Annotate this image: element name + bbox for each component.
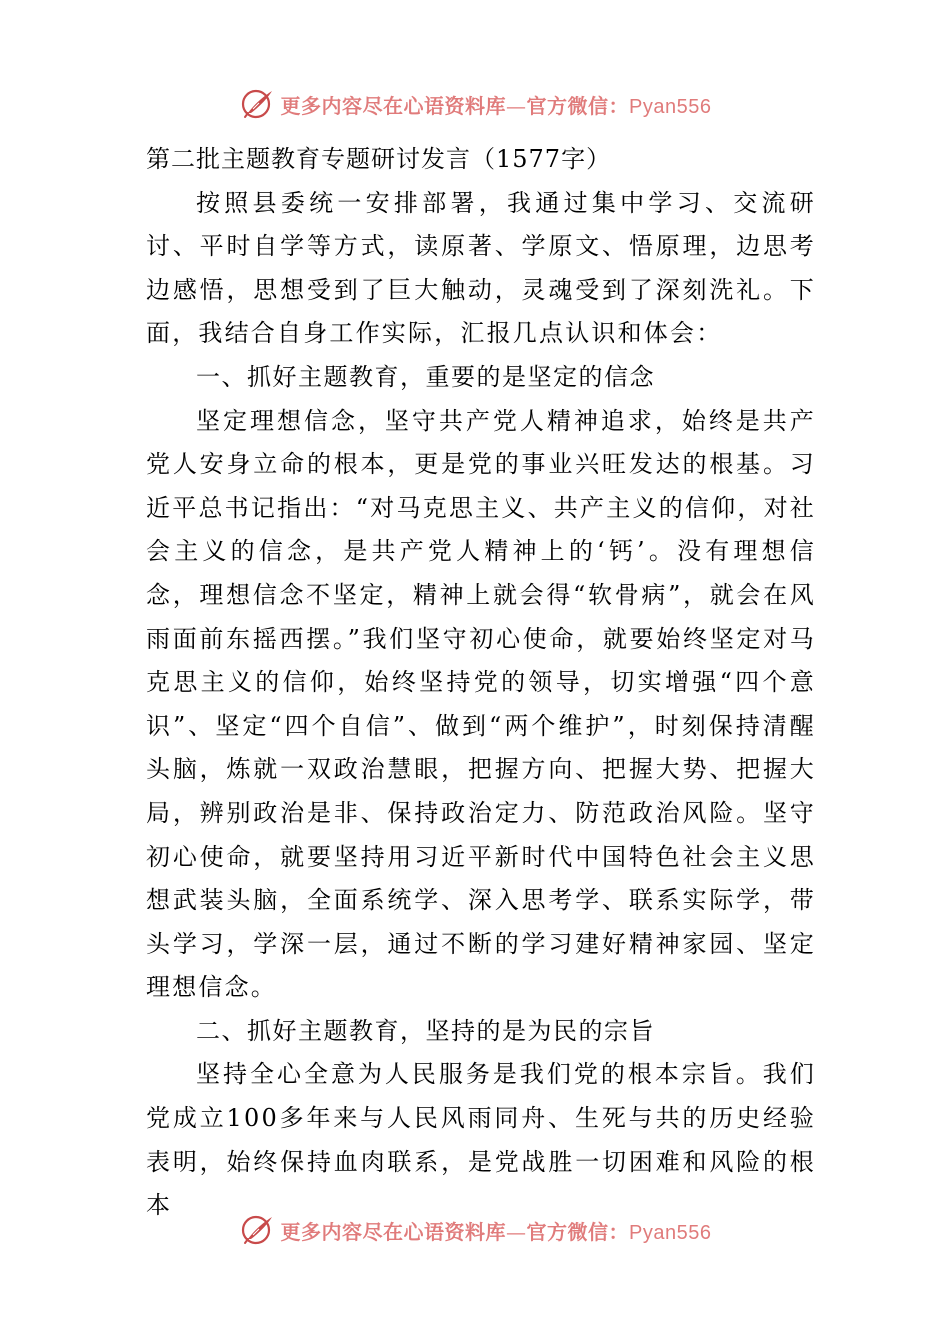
document-body [146,138,816,1228]
watermark-main: 更多内容尽在心语资料库 [280,1219,507,1244]
document-title: 第二批主题教育专题研讨发言（1577字） [146,145,612,173]
watermark-wechat-label: 官方微信： [526,93,630,118]
watermark-wechat-id: Pyan556 [629,95,712,118]
feather-pen-logo-icon [239,86,275,122]
watermark-banner-inner [239,86,712,122]
watermark-banner-top [0,84,950,124]
section-heading-1: 一、抓好主题教育，重要的是坚定的信念 [196,362,655,391]
section-1-paragraph: 坚定理想信念，坚守共产党人精神追求，始终是共产党人安身立命的根本，更是党的事业兴旺发达的根基。习近平总书记指出：“对马克思主义、共产主义的信仰，对社会主义的信念，是共产党人精神上的‘钙’。没有理想信念，理想信念不坚定，精神上就会得“软骨病”，就会在风雨面前东摇西摆。”我们坚守初心使命，就要始终坚定对马克思主义的信仰，始终坚持党的领导，切实增强“四个意识”、坚定“四个自信”、做到“两个维护”，时刻保持清醒头脑，炼就一双政治慧眼，把握方向、把握大势、把握大局，辨别政治是非、保持政治定力、防范政治风险。坚守初心使命，就要坚持用习近平新时代中国特色社会主义思想武装头脑，全面系统学、深入思考学、联系实际学，带头学习，学深一层，通过不断的学习建好精神家园、坚定理想信念。 [146,406,816,1002]
watermark-banner-inner [239,1212,712,1248]
watermark-main: 更多内容尽在心语资料库 [280,93,507,118]
watermark-text [281,1216,712,1245]
feather-pen-logo-icon [239,1212,275,1248]
section-heading-2: 二、抓好主题教育，坚持的是为民的宗旨 [196,1016,655,1045]
watermark-text [281,90,712,119]
watermark-separator: — [506,93,527,118]
section-2-paragraph: 坚持全心全意为人民服务是我们党的根本宗旨。我们党成立100多年来与人民风雨同舟、生死与共的历史经验表明，始终保持血肉联系，是党战胜一切困难和风险的根本 [146,1060,816,1220]
watermark-banner-bottom [0,1210,950,1250]
watermark-wechat-id: Pyan556 [629,1221,712,1244]
watermark-separator: — [506,1219,527,1244]
watermark-wechat-label: 官方微信： [526,1219,630,1244]
intro-paragraph: 按照县委统一安排部署，我通过集中学习、交流研讨、平时自学等方式，读原著、学原文、悟原理，边思考边感悟，思想受到了巨大触动，灵魂受到了深刻洗礼。下面，我结合自身工作实际，汇报几点认识和体会： [146,188,816,348]
